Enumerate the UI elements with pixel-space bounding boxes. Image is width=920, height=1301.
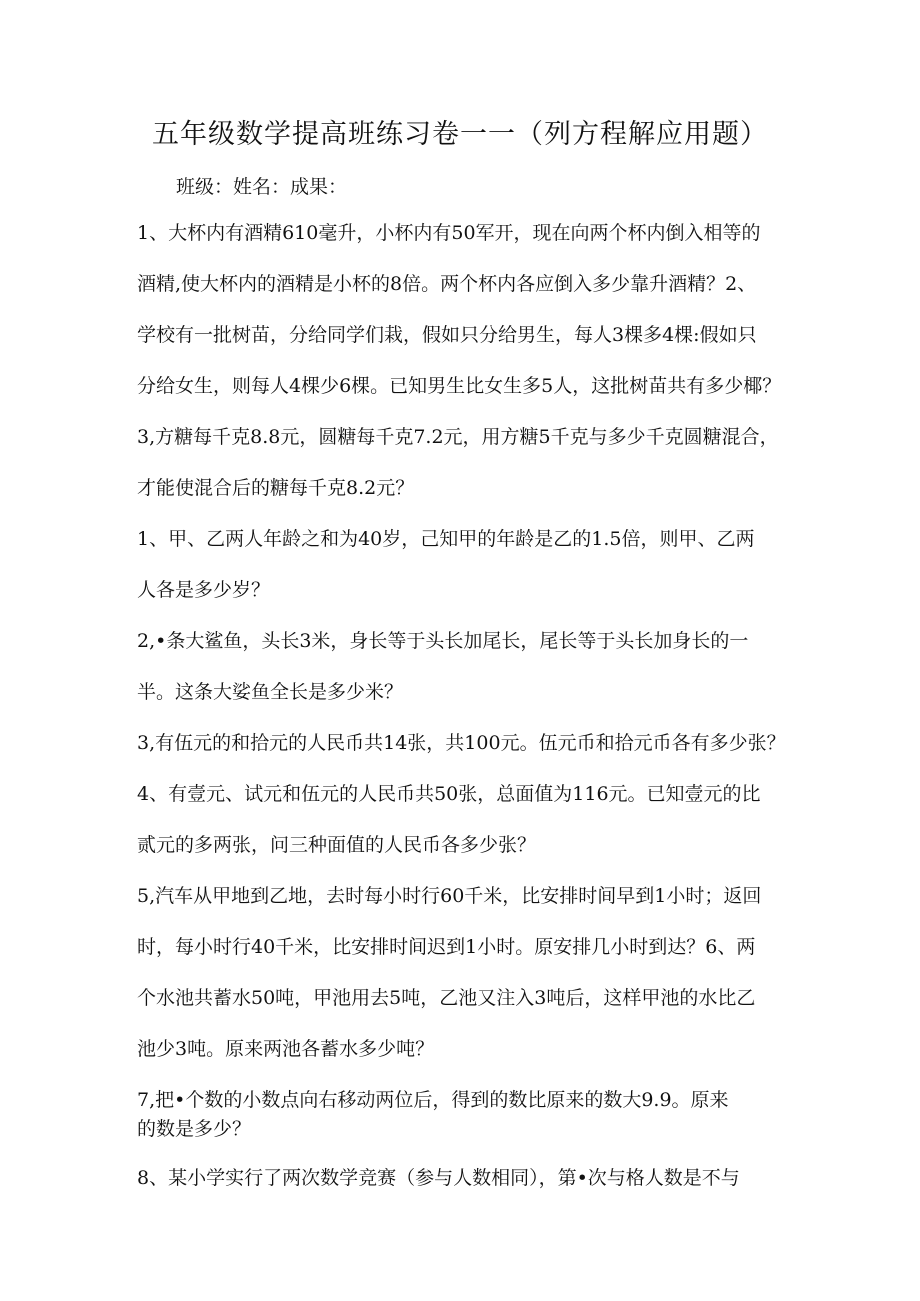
- text-line: 池少3吨。原来两池各蓄水多少吨？: [137, 1038, 435, 1060]
- text-line: 1、大杯内有酒精610毫升，小杯内有50军开，现在向两个杯内倒入相等的: [137, 222, 761, 244]
- text-line: 贰元的多两张，问三种面值的人民币各多少张？: [137, 834, 537, 856]
- text-line: 3,有伍元的和拾元的人民币共14张，共100元。伍元币和拾元币各有多少张？: [137, 732, 786, 754]
- text-line: 才能使混合后的糖每千克8.2元？: [137, 477, 415, 499]
- text-line: 5,汽车从甲地到乙地，去时每小时行60千米，比安排时间早到1小时；返回: [137, 885, 762, 907]
- text-line: 8、某小学实行了两次数学竞赛（参与人数相同），第•次与格人数是不与: [137, 1167, 740, 1189]
- page-title: 五年级数学提高班练习卷一一（列方程解应用题）: [152, 119, 768, 150]
- text-line: 的数是多少？: [137, 1118, 252, 1140]
- text-line: 个水池共蓄水50吨，甲池用去5吨，乙池又注入3吨后，这样甲池的水比乙: [137, 987, 756, 1009]
- text-line: 3,方糖每千克8.8元，圆糖每千克7.2元，用方糖5千克与多少千克圆糖混合，: [137, 426, 779, 448]
- text-line: 半。这条大娑鱼全长是多少米？: [137, 681, 404, 703]
- text-line: 学校有一批树苗，分给同学们栽，假如只分给男生，每人3棵多4棵:假如只: [137, 324, 757, 346]
- text-line: 分给女生，则每人4棵少6棵。已知男生比女生多5人，这批树苗共有多少椰？: [137, 375, 782, 397]
- text-line: 1、甲、乙两人年龄之和为40岁，己知甲的年龄是乙的1.5倍，则甲、乙两: [137, 528, 755, 550]
- student-info-line: 班级：姓名：成果：: [176, 176, 348, 198]
- text-line: 7,把•个数的小数点向右移动两位后，得到的数比原来的数大9.9。原来: [137, 1089, 729, 1111]
- text-line: 酒精,使大杯内的酒精是小杯的8倍。两个杯内各应倒入多少靠升酒精？2、: [137, 273, 757, 295]
- text-line: 2,•条大鲨鱼，头长3米，身长等于头长加尾长，尾长等于头长加身长的一: [137, 630, 749, 652]
- text-line: 时，每小时行40千米，比安排时间迟到1小时。原安排几小时到达？6、两: [137, 936, 756, 958]
- text-line: 人各是多少岁？: [137, 579, 271, 601]
- text-line: 4、有壹元、试元和伍元的人民币共50张，总面值为116元。已知壹元的比: [137, 783, 761, 805]
